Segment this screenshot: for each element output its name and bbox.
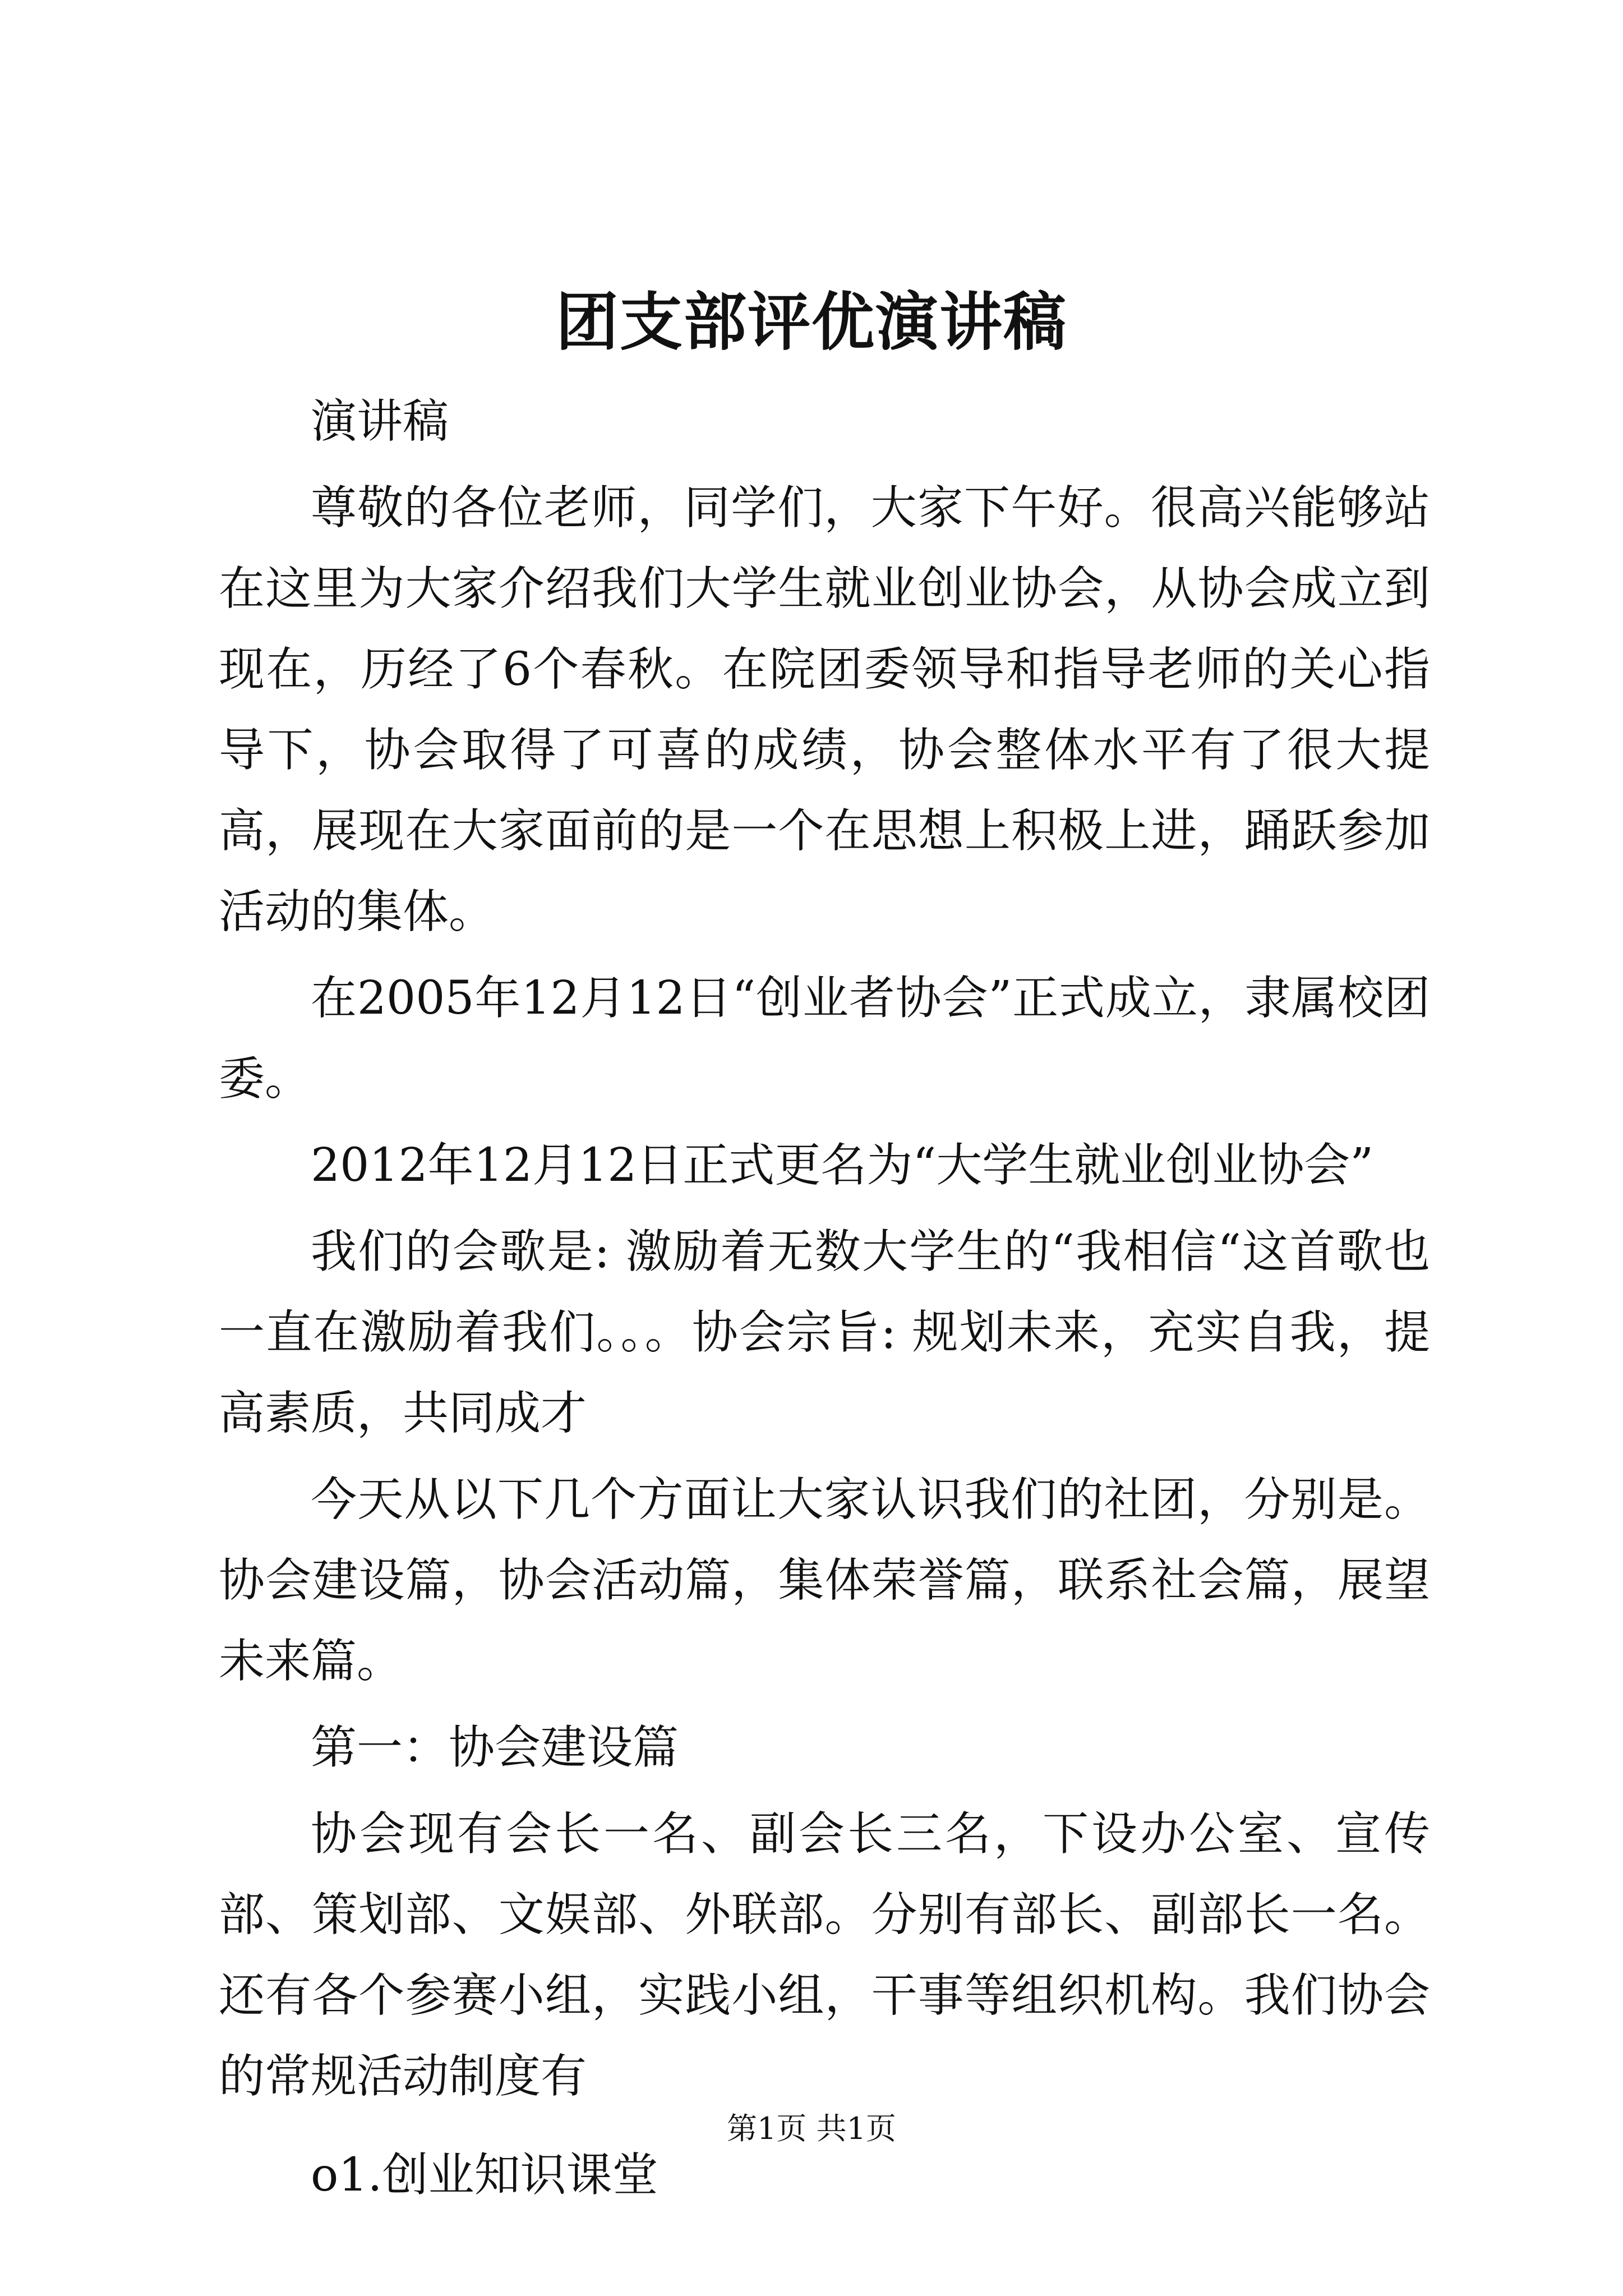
- paragraph-founding: 在2005年12月12日“创业者协会”正式成立，隶属校团委。: [219, 972, 1430, 1106]
- paragraph-rename: 2012年12月12日正式更名为“大学生就业创业协会”: [311, 1139, 1374, 1192]
- paragraph-heading: 演讲稿: [311, 395, 449, 448]
- page-footer: 第1页 共1页: [727, 2111, 896, 2146]
- paragraph-song: 我们的会歌是: 激励着无数大学生的“我相信“这首歌也一直在激励着我们。。。协会宗旨: 规划未来，充实自我，提高素质，共同成才: [219, 1225, 1430, 1440]
- document-title: 团支部评优演讲稿: [556, 286, 1067, 359]
- paragraph-overview: 今天从以下几个方面让大家认识我们的社团，分别是。协会建设篇，协会活动篇，集体荣誉篇，联系社会篇，展望未来篇。: [219, 1473, 1430, 1688]
- paragraph-section-one: 第一：协会建设篇: [311, 1721, 679, 1774]
- paragraph-organization: 协会现有会长一名、副会长三名，下设办公室、宣传部、策划部、文娱部、外联部。分别有部长、副部长一名。还有各个参赛小组，实践小组，干事等组织机构。我们协会的常规活动制度有: [219, 1807, 1430, 2103]
- paragraph-greeting: 尊敬的各位老师，同学们，大家下午好。很高兴能够站在这里为大家介绍我们大学生就业创业协会，从协会成立到现在，历经了6个春秋。在院团委领导和指导老师的关心指导下，协会取得了可喜的成绩，协会整体水平有了很大提高，展现在大家面前的是一个在思想上积极上进，踊跃参加活动的集体。: [219, 481, 1430, 938]
- document-body: [219, 381, 1430, 2216]
- paragraph-list-item: o1.创业知识课堂: [311, 2148, 658, 2202]
